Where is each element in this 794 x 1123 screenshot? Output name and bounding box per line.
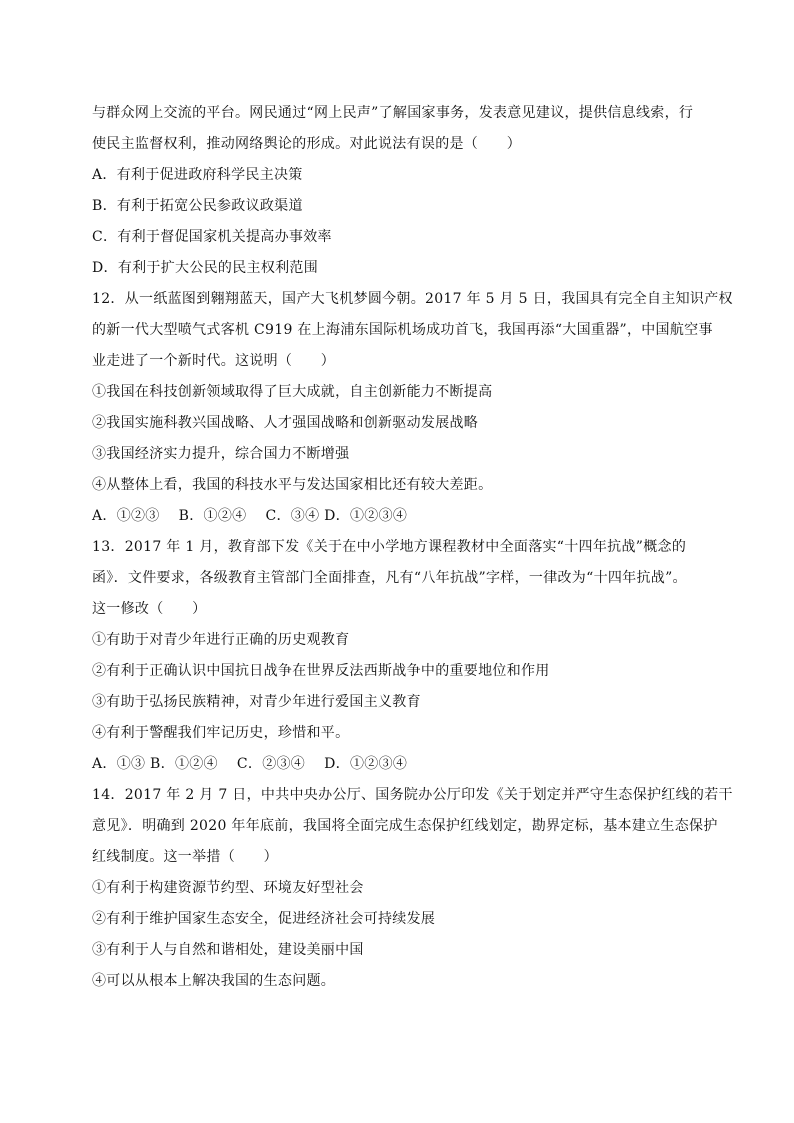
statement-2: ②我国实施科教兴国战略、人才强国战略和创新驱动发展战略	[92, 415, 479, 431]
question-14	[92, 780, 733, 997]
question-stem-line: 14．2017 年 2 月 7 日，中共中央办公厅、国务院办公厅印发《关于划定并严守生态保护红线的若干	[92, 787, 733, 803]
question-stem-line: 的新一代大型喷气式客机 C919 在上海浦东国际机场成功首飞，我国再添“大国重器”，中国航空事	[92, 322, 713, 338]
question-stem-line: 13．2017 年 1 月，教育部下发《关于在中小学地方课程教材中全面落实“十四年抗战”概念的	[92, 539, 687, 555]
statement-4: ④从整体上看，我国的科技水平与发达国家相比还有较大差距。	[92, 477, 493, 493]
option-d: D．有利于扩大公民的民主权利范围	[92, 260, 319, 276]
question-11	[92, 98, 704, 284]
statement-1: ①有利于构建资源节约型、环境友好型社会	[92, 880, 364, 896]
statement-1: ①有助于对青少年进行正确的历史观教育	[92, 632, 350, 648]
answer-options: A．①②③ B．①②④ C．③④ D．①②③④	[92, 508, 408, 524]
question-stem-line: 使民主监督权利，推动网络舆论的形成。对此说法有误的是（ ）	[92, 136, 521, 152]
option-b: B．有利于拓宽公民参政议政渠道	[92, 198, 303, 214]
question-stem-line: 业走进了一个新时代。这说明（ ）	[92, 353, 336, 369]
statement-2: ②有利于维护国家生态安全，促进经济社会可持续发展	[92, 911, 436, 927]
question-stem-line: 这一修改（ ）	[92, 601, 207, 617]
page-content	[92, 98, 733, 997]
statement-1: ①我国在科技创新领域取得了巨大成就，自主创新能力不断提高	[92, 384, 493, 400]
question-stem-line: 与群众网上交流的平台。网民通过“网上民声”了解国家事务，发表意见建议，提供信息线索，行	[92, 105, 694, 121]
statement-3: ③我国经济实力提升，综合国力不断增强	[92, 446, 350, 462]
statement-3: ③有利于人与自然和谐相处，建设美丽中国	[92, 942, 364, 958]
question-stem-line: 意见》．明确到 2020 年年底前，我国将全面完成生态保护红线划定，勘界定标，基本建立生态保护	[92, 818, 718, 834]
question-stem-line: 函》．文件要求，各级教育主管部门全面排查，凡有“八年抗战”字样，一律改为“十四年抗战”。	[92, 570, 687, 586]
option-c: C．有利于督促国家机关提高办事效率	[92, 229, 332, 245]
answer-options: A．①③ B．①②④ C．②③④ D．①②③④	[92, 756, 408, 772]
statement-3: ③有助于弘扬民族精神，对青少年进行爱国主义教育	[92, 694, 421, 710]
statement-4: ④有利于警醒我们牢记历史，珍惜和平。	[92, 725, 350, 741]
statement-2: ②有利于正确认识中国抗日战争在世界反法西斯战争中的重要地位和作用	[92, 663, 550, 679]
question-13	[92, 532, 704, 780]
statement-4: ④可以从根本上解决我国的生态问题。	[92, 973, 336, 989]
question-12	[92, 284, 733, 532]
option-a: A．有利于促进政府科学民主决策	[92, 167, 303, 183]
question-stem-line: 12．从一纸蓝图到翱翔蓝天，国产大飞机梦圆今朝。2017 年 5 月 5 日，我国具有完全自主知识产权	[92, 291, 733, 307]
question-stem-line: 红线制度。这一举措（ ）	[92, 849, 278, 865]
